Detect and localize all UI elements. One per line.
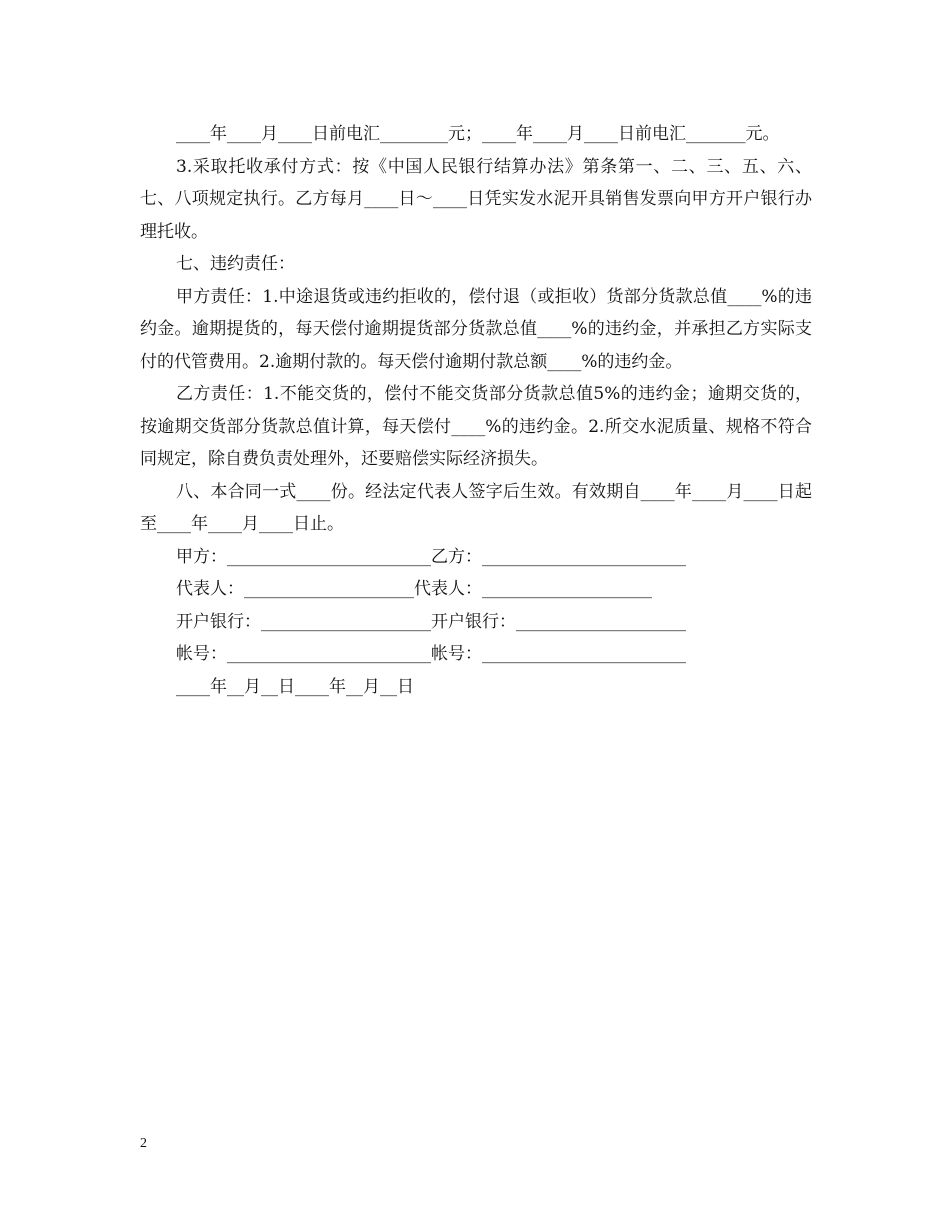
bank-signature-line: 开户银行：____________________开户银行：____________________ — [176, 611, 686, 632]
collection-method-paragraph: 3.采取托收承付方式：按《中国人民银行结算办法》第条第一、二、三、五、六、七、八项规定执行。乙方每月____日～____日凭实发水泥开具销售发票向甲方开户银行办理托收。 — [140, 156, 812, 242]
representative-signature-line: 代表人：____________________代表人：____________________ — [176, 579, 652, 599]
party-a-liability-paragraph: 甲方责任：1.中途退货或违约拒收的，偿付退（或拒收）货部分货款总值____%的违约金。逾期提货的，每天偿付逾期提货部分货款总值____%的违约金，并承担乙方实际支付的代管费用。2.逾期付款的。每天偿付逾期付款总额____%的违约金。 — [140, 286, 812, 372]
party-b-liability-paragraph: 乙方责任：1.不能交货的，偿付不能交货部分货款总值5%的违约金；逾期交货的，按逾期交货部分货款总值计算，每天偿付____%的违约金。2.所交水泥质量、规格不符合同规定，除自费负责处理外，还要赔偿实际经济损失。 — [140, 384, 812, 469]
payment-schedule-paragraph: ____年____月____日前电汇________元；____年____月____日前电汇_______元。 — [176, 124, 780, 144]
liability-heading: 七、违约责任： — [176, 254, 295, 274]
signing-date-line: ____年__月__日____年__月__日 — [176, 676, 414, 697]
party-signature-line: 甲方：________________________乙方：________________________ — [176, 546, 686, 567]
contract-validity-paragraph: 八、本合同一式____份。经法定代表人签字后生效。有效期自____年____月____日起至____年____月____日止。 — [140, 481, 812, 534]
account-number-line: 帐号：________________________帐号：________________________ — [176, 644, 686, 664]
document-body — [140, 118, 812, 703]
page-number: 2 — [140, 1136, 147, 1151]
